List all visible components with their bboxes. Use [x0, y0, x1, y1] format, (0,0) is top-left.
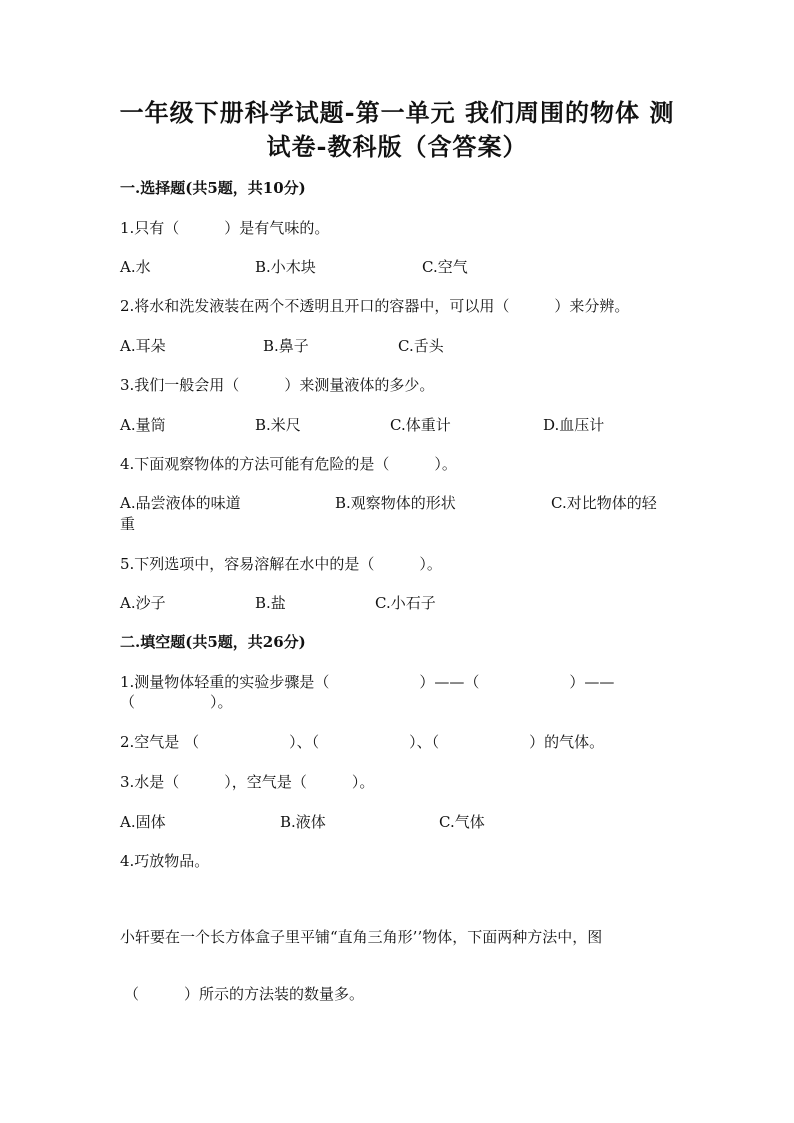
- page-title: 一年级下册科学试题-第一单元 我们周围的物体 测试卷-教科版（含答案）: [119, 98, 675, 161]
- question-1-option-b: B.小木块: [255, 258, 316, 276]
- section-heading-fill: 二.填空题(共5题，共26分): [120, 633, 306, 651]
- question-2-option-b: B.鼻子: [263, 337, 309, 355]
- question-1-option-c: C.空气: [422, 258, 468, 276]
- fill-1-line-2: （ ）。: [120, 693, 233, 711]
- question-5-stem: 5.下列选项中，容易溶解在水中的是（ ）。: [120, 555, 442, 573]
- fill-3-stem: 3.水是（ ），空气是（ ）。: [120, 773, 375, 791]
- fill-4-paragraph-1: 小轩要在一个长方体盒子里平铺“直角三角形’’物体，下面两种方法中，图: [120, 928, 603, 946]
- section-heading-choice: 一.选择题(共5题，共10分): [120, 179, 306, 197]
- fill-3-option-b: B.液体: [280, 813, 326, 831]
- question-5-option-b: B.盐: [255, 594, 286, 612]
- question-4-stem: 4.下面观察物体的方法可能有危险的是（ ）。: [120, 455, 457, 473]
- question-3-option-d: D.血压计: [543, 416, 605, 434]
- question-4-option-c: C.对比物体的轻: [551, 494, 657, 512]
- fill-4-stem: 4.巧放物品。: [120, 852, 210, 870]
- question-4-option-a: A.品尝液体的味道: [120, 494, 241, 512]
- question-2-option-c: C.舌头: [398, 337, 444, 355]
- question-2-option-a: A.耳朵: [120, 337, 166, 355]
- question-1-stem: 1.只有（ ）是有气味的。: [120, 219, 330, 237]
- question-3-option-b: B.米尺: [255, 416, 301, 434]
- fill-3-option-a: A.固体: [120, 813, 166, 831]
- question-5-option-c: C.小石子: [375, 594, 436, 612]
- fill-2-stem: 2.空气是 （ ）、（ ）、（ ）的气体。: [120, 733, 605, 751]
- question-1-option-a: A.水: [120, 258, 151, 276]
- question-5-option-a: A.沙子: [120, 594, 166, 612]
- fill-4-paragraph-2: （ ）所示的方法装的数量多。: [124, 985, 365, 1003]
- question-2-stem: 2.将水和洗发液装在两个不透明且开口的容器中，可以用（ ）来分辨。: [120, 297, 630, 315]
- fill-3-option-c: C.气体: [439, 813, 485, 831]
- question-4-option-c-wrap: 重: [120, 515, 136, 533]
- question-4-option-b: B.观察物体的形状: [335, 494, 456, 512]
- fill-1-line-1: 1.测量物体轻重的实验步骤是（ ）——（ ）——: [120, 673, 615, 691]
- question-3-stem: 3.我们一般会用（ ）来测量液体的多少。: [120, 376, 435, 394]
- question-3-option-a: A.量筒: [120, 416, 166, 434]
- question-3-option-c: C.体重计: [390, 416, 451, 434]
